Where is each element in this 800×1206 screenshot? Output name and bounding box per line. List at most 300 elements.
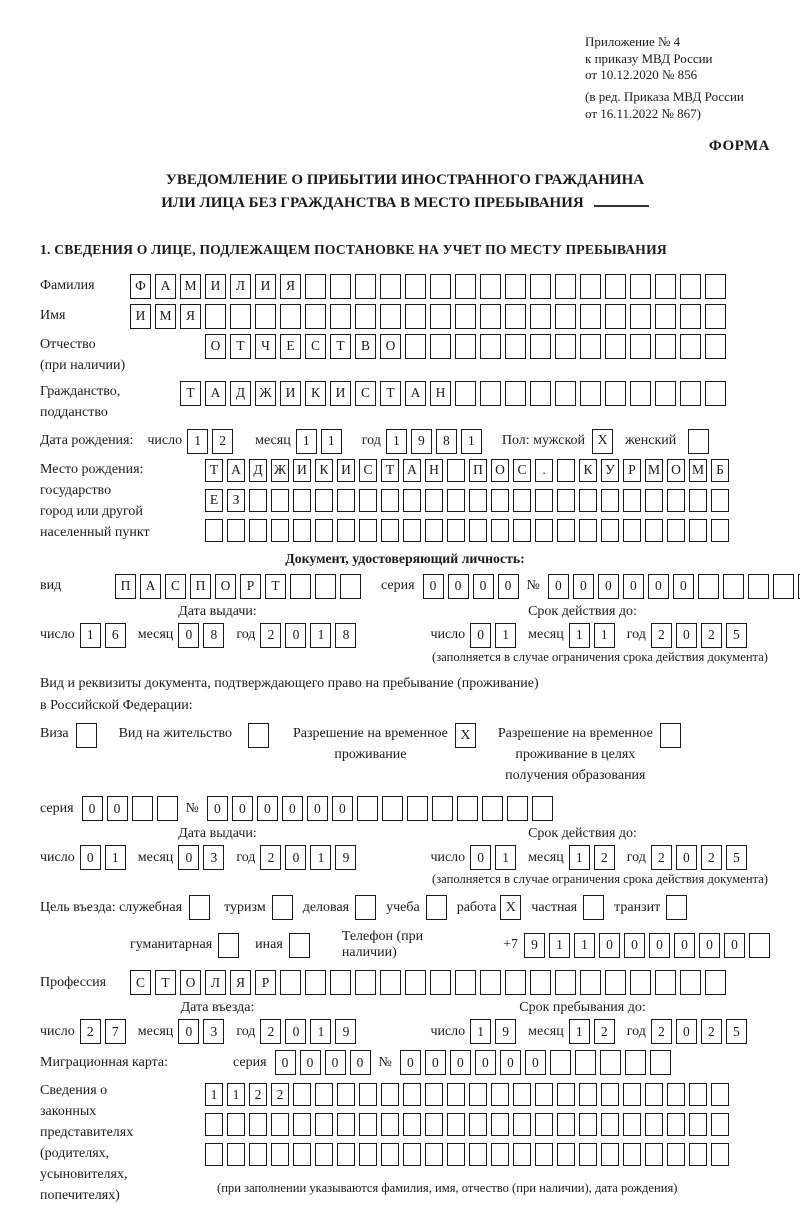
char-cell[interactable] — [513, 489, 531, 512]
char-cell[interactable] — [403, 519, 421, 542]
char-cell[interactable] — [455, 334, 476, 359]
char-cell[interactable]: 1 — [495, 623, 516, 648]
char-cell[interactable]: И — [130, 304, 151, 329]
char-cell[interactable] — [359, 489, 377, 512]
char-cell[interactable] — [605, 381, 626, 406]
char-cell[interactable]: 0 — [473, 574, 494, 599]
char-cell[interactable] — [557, 489, 575, 512]
char-cell[interactable]: О — [667, 459, 685, 482]
char-cell[interactable] — [447, 489, 465, 512]
char-cell[interactable] — [293, 1083, 311, 1106]
char-cell[interactable] — [655, 381, 676, 406]
char-cell[interactable] — [723, 574, 744, 599]
char-cell[interactable]: 5 — [726, 845, 747, 870]
char-cell[interactable] — [655, 970, 676, 995]
char-cell[interactable] — [555, 970, 576, 995]
char-cell[interactable] — [381, 519, 399, 542]
char-cell[interactable]: 0 — [548, 574, 569, 599]
char-cell[interactable] — [280, 970, 301, 995]
char-cell[interactable]: И — [255, 274, 276, 299]
char-cell[interactable] — [255, 304, 276, 329]
char-cell[interactable]: Е — [205, 489, 223, 512]
char-cell[interactable]: К — [305, 381, 326, 406]
char-cell[interactable]: Е — [280, 334, 301, 359]
char-cell[interactable] — [535, 1113, 553, 1136]
char-cell[interactable]: 0 — [699, 933, 720, 958]
char-cell[interactable]: 2 — [701, 845, 722, 870]
char-cell[interactable] — [667, 489, 685, 512]
char-cell[interactable]: 2 — [651, 623, 672, 648]
char-cell[interactable]: 1 — [594, 623, 615, 648]
char-cell[interactable] — [557, 459, 575, 482]
char-cell[interactable]: В — [355, 334, 376, 359]
char-cell[interactable] — [530, 274, 551, 299]
char-cell[interactable]: 9 — [335, 845, 356, 870]
purpose-tranzit-checkbox[interactable] — [666, 895, 687, 920]
char-cell[interactable] — [555, 334, 576, 359]
char-cell[interactable]: 0 — [178, 1019, 199, 1044]
char-cell[interactable]: 0 — [676, 623, 697, 648]
char-cell[interactable]: 9 — [335, 1019, 356, 1044]
char-cell[interactable]: 3 — [203, 845, 224, 870]
char-cell[interactable] — [532, 796, 553, 821]
char-cell[interactable] — [315, 519, 333, 542]
char-cell[interactable]: Л — [205, 970, 226, 995]
char-cell[interactable]: 2 — [701, 623, 722, 648]
char-cell[interactable] — [600, 1050, 621, 1075]
char-cell[interactable]: Н — [430, 381, 451, 406]
char-cell[interactable]: 0 — [676, 1019, 697, 1044]
char-cell[interactable]: Т — [381, 459, 399, 482]
sex-male-checkbox[interactable]: X — [592, 429, 613, 454]
char-cell[interactable] — [430, 274, 451, 299]
char-cell[interactable]: Ж — [271, 459, 289, 482]
char-cell[interactable]: И — [205, 274, 226, 299]
char-cell[interactable] — [505, 970, 526, 995]
char-cell[interactable]: А — [205, 381, 226, 406]
char-cell[interactable] — [689, 1083, 707, 1106]
char-cell[interactable] — [337, 1083, 355, 1106]
char-cell[interactable]: С — [305, 334, 326, 359]
char-cell[interactable] — [580, 970, 601, 995]
char-cell[interactable] — [405, 274, 426, 299]
char-cell[interactable]: С — [165, 574, 186, 599]
char-cell[interactable]: 2 — [651, 1019, 672, 1044]
char-cell[interactable]: Т — [180, 381, 201, 406]
char-cell[interactable] — [359, 1083, 377, 1106]
char-cell[interactable]: К — [579, 459, 597, 482]
char-cell[interactable]: 2 — [260, 623, 281, 648]
char-cell[interactable] — [579, 1113, 597, 1136]
char-cell[interactable] — [711, 1083, 729, 1106]
char-cell[interactable]: 0 — [500, 1050, 521, 1075]
char-cell[interactable] — [557, 519, 575, 542]
char-cell[interactable] — [680, 304, 701, 329]
char-cell[interactable]: И — [337, 459, 355, 482]
char-cell[interactable] — [575, 1050, 596, 1075]
char-cell[interactable] — [380, 304, 401, 329]
char-cell[interactable] — [359, 1113, 377, 1136]
char-cell[interactable] — [630, 304, 651, 329]
char-cell[interactable]: Т — [205, 459, 223, 482]
char-cell[interactable]: 0 — [285, 845, 306, 870]
char-cell[interactable] — [557, 1113, 575, 1136]
char-cell[interactable] — [425, 489, 443, 512]
char-cell[interactable]: 2 — [249, 1083, 267, 1106]
char-cell[interactable] — [293, 489, 311, 512]
char-cell[interactable]: 7 — [105, 1019, 126, 1044]
char-cell[interactable] — [530, 970, 551, 995]
char-cell[interactable] — [530, 304, 551, 329]
char-cell[interactable] — [337, 489, 355, 512]
char-cell[interactable]: А — [140, 574, 161, 599]
char-cell[interactable]: Ч — [255, 334, 276, 359]
char-cell[interactable]: 0 — [285, 623, 306, 648]
char-cell[interactable]: 0 — [282, 796, 303, 821]
char-cell[interactable]: 0 — [724, 933, 745, 958]
char-cell[interactable]: Т — [230, 334, 251, 359]
char-cell[interactable] — [645, 1083, 663, 1106]
char-cell[interactable] — [580, 304, 601, 329]
char-cell[interactable] — [513, 519, 531, 542]
char-cell[interactable] — [550, 1050, 571, 1075]
char-cell[interactable] — [469, 1113, 487, 1136]
char-cell[interactable] — [405, 304, 426, 329]
char-cell[interactable] — [337, 519, 355, 542]
char-cell[interactable]: 1 — [205, 1083, 223, 1106]
char-cell[interactable] — [698, 574, 719, 599]
char-cell[interactable] — [505, 304, 526, 329]
char-cell[interactable] — [580, 274, 601, 299]
char-cell[interactable]: Б — [711, 459, 729, 482]
char-cell[interactable] — [405, 970, 426, 995]
char-cell[interactable]: Т — [330, 334, 351, 359]
char-cell[interactable] — [381, 1083, 399, 1106]
char-cell[interactable] — [249, 489, 267, 512]
char-cell[interactable]: 0 — [599, 933, 620, 958]
char-cell[interactable] — [271, 1113, 289, 1136]
char-cell[interactable]: 0 — [573, 574, 594, 599]
char-cell[interactable] — [447, 1113, 465, 1136]
char-cell[interactable] — [513, 1113, 531, 1136]
char-cell[interactable]: 0 — [285, 1019, 306, 1044]
char-cell[interactable]: 5 — [726, 623, 747, 648]
char-cell[interactable]: Р — [623, 459, 641, 482]
char-cell[interactable]: 1 — [549, 933, 570, 958]
char-cell[interactable]: 0 — [178, 623, 199, 648]
char-cell[interactable] — [623, 489, 641, 512]
char-cell[interactable]: 1 — [310, 845, 331, 870]
char-cell[interactable]: 3 — [203, 1019, 224, 1044]
char-cell[interactable]: 0 — [300, 1050, 321, 1075]
char-cell[interactable] — [623, 1113, 641, 1136]
char-cell[interactable]: 6 — [105, 623, 126, 648]
char-cell[interactable]: М — [155, 304, 176, 329]
char-cell[interactable] — [579, 1083, 597, 1106]
char-cell[interactable] — [689, 1113, 707, 1136]
char-cell[interactable]: Ж — [255, 381, 276, 406]
char-cell[interactable] — [680, 334, 701, 359]
char-cell[interactable] — [359, 519, 377, 542]
char-cell[interactable] — [667, 1083, 685, 1106]
char-cell[interactable]: 1 — [187, 429, 208, 454]
char-cell[interactable] — [535, 489, 553, 512]
char-cell[interactable]: 0 — [232, 796, 253, 821]
char-cell[interactable] — [455, 274, 476, 299]
char-cell[interactable]: А — [403, 459, 421, 482]
char-cell[interactable] — [227, 519, 245, 542]
char-cell[interactable] — [655, 274, 676, 299]
char-cell[interactable] — [491, 489, 509, 512]
char-cell[interactable] — [315, 1113, 333, 1136]
char-cell[interactable]: 0 — [470, 845, 491, 870]
char-cell[interactable] — [605, 274, 626, 299]
char-cell[interactable]: 0 — [325, 1050, 346, 1075]
char-cell[interactable] — [711, 519, 729, 542]
char-cell[interactable]: 8 — [335, 623, 356, 648]
char-cell[interactable]: 0 — [450, 1050, 471, 1075]
char-cell[interactable]: 1 — [569, 1019, 590, 1044]
char-cell[interactable]: 0 — [400, 1050, 421, 1075]
char-cell[interactable]: 1 — [80, 623, 101, 648]
char-cell[interactable] — [480, 304, 501, 329]
char-cell[interactable]: 0 — [674, 933, 695, 958]
char-cell[interactable] — [249, 1113, 267, 1136]
char-cell[interactable] — [630, 381, 651, 406]
char-cell[interactable]: И — [280, 381, 301, 406]
char-cell[interactable]: 0 — [107, 796, 128, 821]
purpose-sluzhebnaya-checkbox[interactable] — [189, 895, 210, 920]
char-cell[interactable]: Ф — [130, 274, 151, 299]
char-cell[interactable] — [507, 796, 528, 821]
char-cell[interactable] — [645, 519, 663, 542]
char-cell[interactable]: 8 — [203, 623, 224, 648]
char-cell[interactable] — [645, 1113, 663, 1136]
char-cell[interactable] — [689, 519, 707, 542]
char-cell[interactable] — [689, 489, 707, 512]
char-cell[interactable]: 0 — [448, 574, 469, 599]
char-cell[interactable] — [650, 1050, 671, 1075]
char-cell[interactable] — [403, 1113, 421, 1136]
char-cell[interactable] — [315, 574, 336, 599]
char-cell[interactable] — [601, 519, 619, 542]
char-cell[interactable] — [513, 1083, 531, 1106]
char-cell[interactable]: 1 — [574, 933, 595, 958]
char-cell[interactable]: 8 — [436, 429, 457, 454]
char-cell[interactable] — [580, 381, 601, 406]
char-cell[interactable]: 0 — [423, 574, 444, 599]
char-cell[interactable] — [271, 519, 289, 542]
char-cell[interactable] — [355, 970, 376, 995]
char-cell[interactable] — [430, 970, 451, 995]
char-cell[interactable] — [557, 1083, 575, 1106]
char-cell[interactable] — [711, 1113, 729, 1136]
char-cell[interactable] — [315, 1083, 333, 1106]
char-cell[interactable] — [491, 1113, 509, 1136]
char-cell[interactable] — [623, 519, 641, 542]
char-cell[interactable] — [491, 1083, 509, 1106]
char-cell[interactable]: 0 — [598, 574, 619, 599]
char-cell[interactable]: 2 — [80, 1019, 101, 1044]
char-cell[interactable] — [455, 381, 476, 406]
char-cell[interactable] — [555, 274, 576, 299]
rvp-checkbox[interactable]: X — [455, 723, 476, 748]
char-cell[interactable]: . — [535, 459, 553, 482]
char-cell[interactable] — [382, 796, 403, 821]
char-cell[interactable]: 2 — [651, 845, 672, 870]
char-cell[interactable] — [555, 381, 576, 406]
visa-checkbox[interactable] — [76, 723, 97, 748]
char-cell[interactable]: О — [215, 574, 236, 599]
char-cell[interactable] — [505, 334, 526, 359]
purpose-gumanitarnaya-checkbox[interactable] — [218, 933, 239, 958]
char-cell[interactable]: 1 — [470, 1019, 491, 1044]
char-cell[interactable] — [425, 1083, 443, 1106]
char-cell[interactable] — [425, 519, 443, 542]
char-cell[interactable]: 0 — [80, 845, 101, 870]
char-cell[interactable]: А — [155, 274, 176, 299]
char-cell[interactable] — [381, 1113, 399, 1136]
char-cell[interactable] — [330, 304, 351, 329]
char-cell[interactable] — [430, 304, 451, 329]
char-cell[interactable] — [293, 1113, 311, 1136]
char-cell[interactable]: 1 — [461, 429, 482, 454]
char-cell[interactable] — [205, 519, 223, 542]
char-cell[interactable]: 2 — [594, 1019, 615, 1044]
char-cell[interactable]: Т — [380, 381, 401, 406]
char-cell[interactable]: Н — [425, 459, 443, 482]
char-cell[interactable] — [469, 1083, 487, 1106]
char-cell[interactable] — [705, 970, 726, 995]
char-cell[interactable] — [305, 970, 326, 995]
char-cell[interactable]: 5 — [726, 1019, 747, 1044]
char-cell[interactable]: 0 — [307, 796, 328, 821]
char-cell[interactable]: 2 — [271, 1083, 289, 1106]
char-cell[interactable]: 0 — [649, 933, 670, 958]
char-cell[interactable] — [680, 381, 701, 406]
char-cell[interactable] — [480, 274, 501, 299]
char-cell[interactable]: П — [190, 574, 211, 599]
char-cell[interactable]: М — [689, 459, 707, 482]
char-cell[interactable]: 2 — [260, 845, 281, 870]
char-cell[interactable]: 0 — [624, 933, 645, 958]
char-cell[interactable]: 1 — [310, 623, 331, 648]
char-cell[interactable] — [482, 796, 503, 821]
char-cell[interactable] — [601, 1083, 619, 1106]
char-cell[interactable]: Л — [230, 274, 251, 299]
char-cell[interactable]: И — [330, 381, 351, 406]
char-cell[interactable]: 2 — [594, 845, 615, 870]
char-cell[interactable] — [625, 1050, 646, 1075]
char-cell[interactable]: Я — [230, 970, 251, 995]
char-cell[interactable] — [579, 489, 597, 512]
purpose-rabota-checkbox[interactable]: X — [500, 895, 521, 920]
char-cell[interactable] — [403, 489, 421, 512]
char-cell[interactable] — [132, 796, 153, 821]
char-cell[interactable] — [645, 489, 663, 512]
char-cell[interactable]: 0 — [470, 623, 491, 648]
char-cell[interactable] — [705, 274, 726, 299]
char-cell[interactable] — [447, 459, 465, 482]
char-cell[interactable]: 0 — [82, 796, 103, 821]
char-cell[interactable] — [280, 304, 301, 329]
char-cell[interactable] — [407, 796, 428, 821]
char-cell[interactable]: С — [130, 970, 151, 995]
char-cell[interactable]: П — [115, 574, 136, 599]
char-cell[interactable]: 0 — [207, 796, 228, 821]
char-cell[interactable]: 1 — [569, 845, 590, 870]
char-cell[interactable] — [355, 304, 376, 329]
char-cell[interactable] — [705, 304, 726, 329]
char-cell[interactable]: Р — [240, 574, 261, 599]
rvp-education-checkbox[interactable] — [660, 723, 681, 748]
char-cell[interactable] — [580, 334, 601, 359]
char-cell[interactable]: 0 — [257, 796, 278, 821]
char-cell[interactable]: 2 — [701, 1019, 722, 1044]
char-cell[interactable]: 0 — [350, 1050, 371, 1075]
char-cell[interactable]: А — [405, 381, 426, 406]
char-cell[interactable] — [630, 274, 651, 299]
sex-female-checkbox[interactable] — [688, 429, 709, 454]
char-cell[interactable] — [480, 334, 501, 359]
residence-permit-checkbox[interactable] — [248, 723, 269, 748]
char-cell[interactable] — [605, 970, 626, 995]
char-cell[interactable]: 0 — [673, 574, 694, 599]
char-cell[interactable]: 0 — [332, 796, 353, 821]
purpose-turizm-checkbox[interactable] — [272, 895, 293, 920]
char-cell[interactable] — [680, 970, 701, 995]
char-cell[interactable] — [271, 489, 289, 512]
char-cell[interactable]: С — [359, 459, 377, 482]
char-cell[interactable] — [330, 274, 351, 299]
char-cell[interactable] — [403, 1083, 421, 1106]
char-cell[interactable]: 0 — [425, 1050, 446, 1075]
char-cell[interactable] — [457, 796, 478, 821]
char-cell[interactable]: 1 — [105, 845, 126, 870]
char-cell[interactable] — [469, 519, 487, 542]
char-cell[interactable] — [447, 519, 465, 542]
char-cell[interactable] — [505, 274, 526, 299]
char-cell[interactable]: Р — [255, 970, 276, 995]
char-cell[interactable]: 1 — [386, 429, 407, 454]
char-cell[interactable] — [455, 304, 476, 329]
char-cell[interactable] — [455, 970, 476, 995]
char-cell[interactable]: М — [180, 274, 201, 299]
char-cell[interactable]: 1 — [227, 1083, 245, 1106]
char-cell[interactable] — [705, 381, 726, 406]
char-cell[interactable]: 9 — [495, 1019, 516, 1044]
char-cell[interactable] — [305, 274, 326, 299]
char-cell[interactable] — [535, 1083, 553, 1106]
char-cell[interactable] — [680, 274, 701, 299]
char-cell[interactable]: 1 — [310, 1019, 331, 1044]
char-cell[interactable] — [630, 970, 651, 995]
char-cell[interactable] — [655, 304, 676, 329]
char-cell[interactable]: 0 — [676, 845, 697, 870]
char-cell[interactable]: З — [227, 489, 245, 512]
char-cell[interactable] — [227, 1113, 245, 1136]
char-cell[interactable]: 0 — [623, 574, 644, 599]
char-cell[interactable]: П — [469, 459, 487, 482]
char-cell[interactable] — [667, 519, 685, 542]
char-cell[interactable]: О — [205, 334, 226, 359]
char-cell[interactable] — [623, 1083, 641, 1106]
char-cell[interactable] — [748, 574, 769, 599]
char-cell[interactable]: Я — [280, 274, 301, 299]
char-cell[interactable] — [381, 489, 399, 512]
char-cell[interactable] — [605, 334, 626, 359]
char-cell[interactable] — [579, 519, 597, 542]
